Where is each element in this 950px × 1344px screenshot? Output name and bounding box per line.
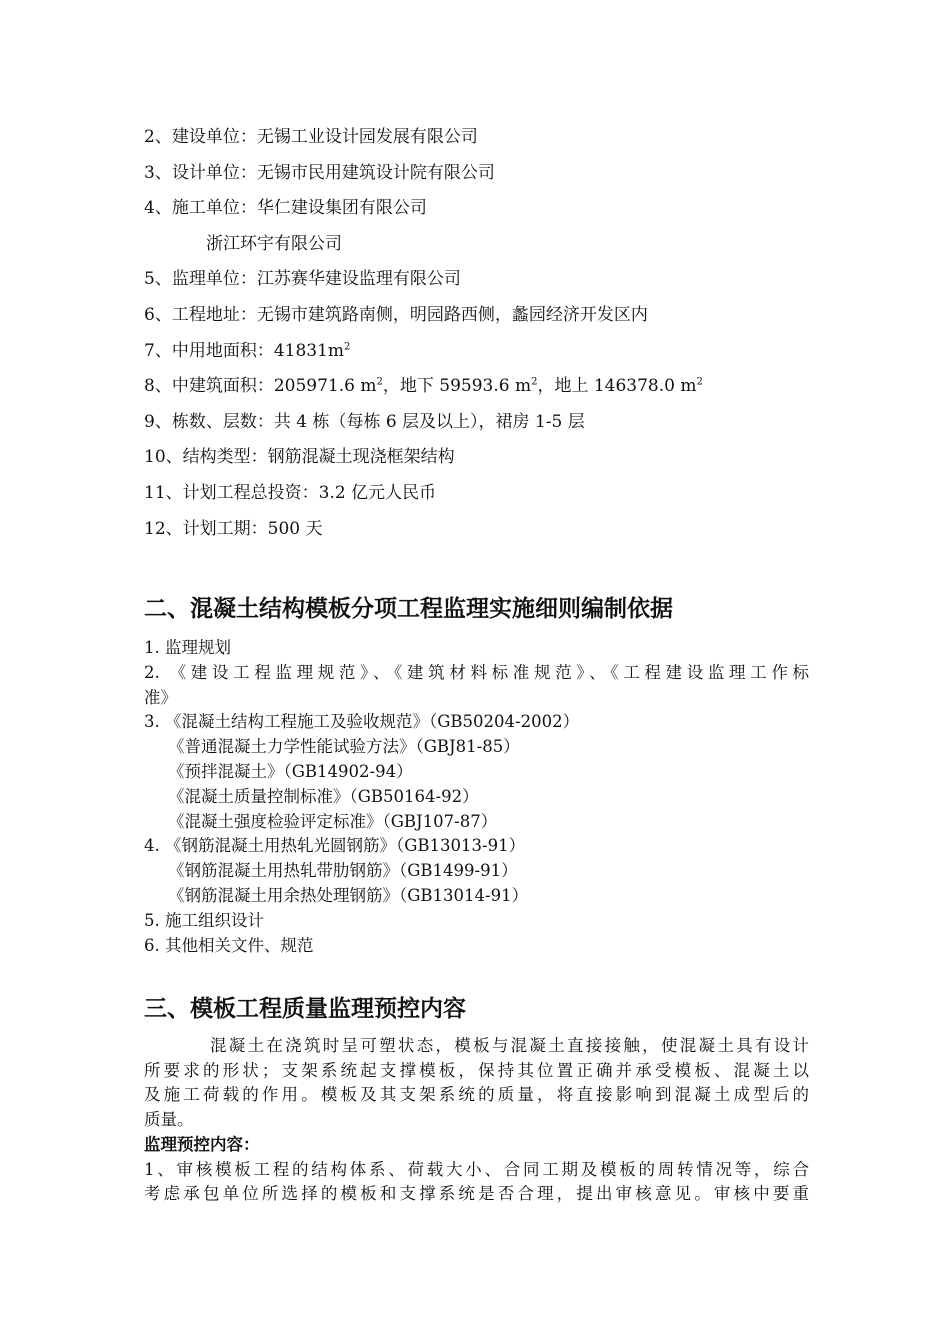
info-address: 6、工程地址：无锡市建筑路南侧，明园路西侧，蠡园经济开发区内 <box>144 304 648 325</box>
info-construction-unit: 2、建设单位：无锡工业设计园发展有限公司 <box>144 127 478 147</box>
basis-list <box>144 636 809 958</box>
info-buildings-floors: 9、栋数、层数：共 4 栋（每栋 6 层及以上），裙房 1-5 层 <box>144 411 585 432</box>
info-duration: 12、计划工期：500 天 <box>144 518 323 539</box>
basis-item: 5. 施工组织设计 <box>144 910 264 930</box>
info-supervision-unit: 5、监理单位：江苏赛华建设监理有限公司 <box>144 269 461 290</box>
basis-subitem: 《预拌混凝土》（GB14902-94） <box>168 761 413 781</box>
precontrol-item-line: 考虑承包单位所选择的模板和支撑系统是否合理，提出审核意见。审核中要重 <box>144 1184 809 1204</box>
section-3-body <box>144 1034 809 1207</box>
info-builder-unit: 4、施工单位：华仁建设集团有限公司 <box>144 198 427 219</box>
info-investment: 11、计划工程总投资：3.2 亿元人民币 <box>144 482 437 503</box>
basis-subitem: 《普通混凝土力学性能试验方法》（GBJ81-85） <box>168 737 520 757</box>
basis-item: 4. 《钢筋混凝土用热轧光圆钢筋》（GB13013-91） <box>144 836 526 856</box>
paragraph-line: 及施工荷载的作用。模板及其支架系统的质量，将直接影响到混凝土成型后的 <box>144 1085 809 1105</box>
basis-subitem: 《混凝土质量控制标准》（GB50164-92） <box>168 786 479 806</box>
paragraph-line: 所要求的形状；支架系统起支撑模板，保持其位置正确并承受模板、混凝土以 <box>144 1060 809 1080</box>
basis-subitem: 《混凝土强度检验评定标准》（GBJ107-87） <box>168 811 498 831</box>
project-info-list <box>144 122 703 549</box>
basis-item: 2. 《建设工程监理规范》、《建筑材料标准规范》、《工程建设监理工作标 <box>144 662 809 682</box>
info-builder-unit-2: 浙江环宇有限公司 <box>206 233 342 254</box>
paragraph-line: 混凝土在浇筑时呈可塑状态，模板与混凝土直接接触，使混凝土具有设计 <box>210 1036 809 1055</box>
precontrol-label: 监理预控内容： <box>144 1134 260 1154</box>
info-design-unit: 3、设计单位：无锡市民用建筑设计院有限公司 <box>144 162 495 183</box>
paragraph-line: 质量。 <box>144 1110 194 1130</box>
info-building-area: 8、中建筑面积：205971.6 $m^2$，地下 59593.6 $m^2$，地上 146378.0 $m^2$ <box>144 376 703 397</box>
basis-item: 3. 《混凝土结构工程施工及验收规范》（GB50204-2002） <box>144 712 580 732</box>
basis-item: 6. 其他相关文件、规范 <box>144 935 314 955</box>
basis-subitem: 《钢筋混凝土用热轧带肋钢筋》（GB1499-91） <box>168 861 518 881</box>
basis-item: 1. 监理规划 <box>144 638 231 657</box>
precontrol-item-line: 1、审核模板工程的结构体系、荷载大小、合同工期及模板的周转情况等，综合 <box>144 1159 809 1179</box>
info-structure-type: 10、结构类型：钢筋混凝土现浇框架结构 <box>144 447 455 468</box>
info-land-area: 7、中用地面积：$41831m^2$ <box>144 340 351 361</box>
section-3-heading: 三、模板工程质量监理预控内容 <box>144 996 466 1022</box>
basis-item-continued: 准》 <box>144 687 177 707</box>
basis-subitem: 《钢筋混凝土用余热处理钢筋》（GB13014-91） <box>168 885 529 905</box>
section-2-heading: 二、混凝土结构模板分项工程监理实施细则编制依据 <box>144 596 673 622</box>
